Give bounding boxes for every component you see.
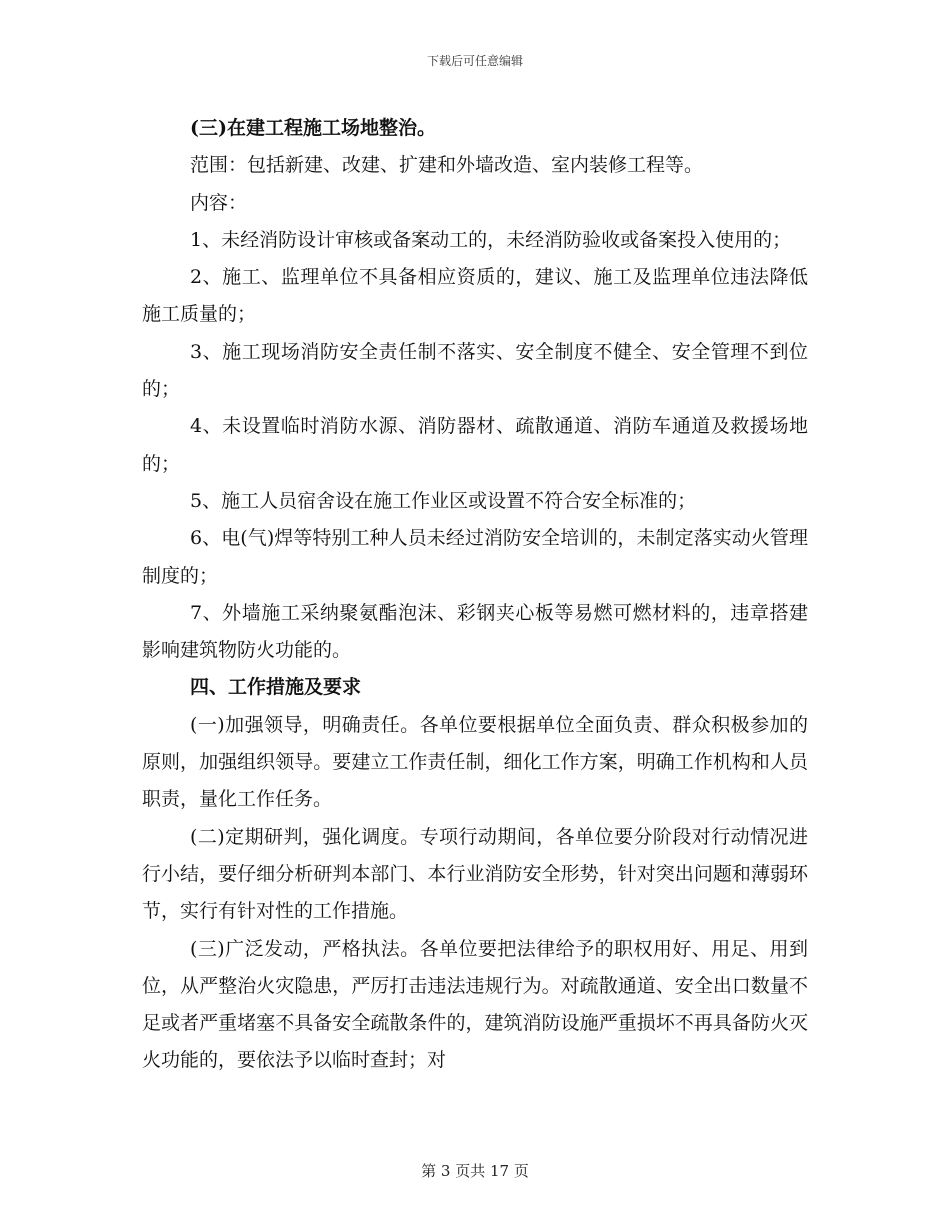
paragraph-measure-3: (三)广泛发动，严格执法。各单位要把法律给予的职权用好、用足、用到位，从严整治火灾隐患，严厉打击违法违规行为。对疏散通道、安全出口数量不足或者严重堵塞不具备安全疏散条件的，建筑消防设施严重损坏不再具备防火灭火功能的，要依法予以临时查封；对: [142, 937, 808, 1072]
paragraph-content-label: 内容：: [190, 191, 248, 214]
section-heading: 四、工作措施及要求: [190, 676, 362, 699]
list-item-7: 7、外墙施工采纳聚氨酯泡沫、彩钢夹心板等易燃可燃材料的，违章搭建影响建筑物防火功能的。: [142, 601, 808, 662]
paragraph-measure-1: (一)加强领导，明确责任。各单位要根据单位全面负责、群众积极参加的原则，加强组织领导。要建立工作责任制，细化工作方案，明确工作机构和人员职责，量化工作任务。: [142, 713, 808, 811]
paragraph-measure-2: (二)定期研判，强化调度。专项行动期间，各单位要分阶段对行动情况进行小结，要仔细分析研判本部门、本行业消防安全形势，针对突出问题和薄弱环节，实行有针对性的工作措施。: [142, 825, 808, 923]
page-footer: 第 3 页共 17 页: [421, 1162, 529, 1180]
page-header: 下载后可任意编辑: [426, 54, 523, 68]
list-item-3: 3、施工现场消防安全责任制不落实、安全制度不健全、安全管理不到位的；: [142, 340, 808, 401]
list-item-4: 4、未设置临时消防水源、消防器材、疏散通道、消防车通道及救援场地的；: [142, 415, 808, 475]
list-item-6: 6、电(气)焊等特别工种人员未经过消防安全培训的，未制定落实动火管理制度的；: [142, 527, 808, 587]
paragraph-scope: 范围：包括新建、改建、扩建和外墙改造、室内装修工程等。: [190, 154, 704, 177]
list-item-2: 2、施工、监理单位不具备相应资质的，建议、施工及监理单位违法降低施工质量的；: [142, 266, 808, 326]
list-item-1: 1、未经消防设计审核或备案动工的，未经消防验收或备案投入使用的；: [190, 228, 792, 251]
section-heading: (三)在建工程施工场地整治。: [190, 117, 436, 139]
list-item-5: 5、施工人员宿舍设在施工作业区或设置不符合安全标准的；: [190, 489, 697, 512]
document-body: [142, 110, 808, 1080]
